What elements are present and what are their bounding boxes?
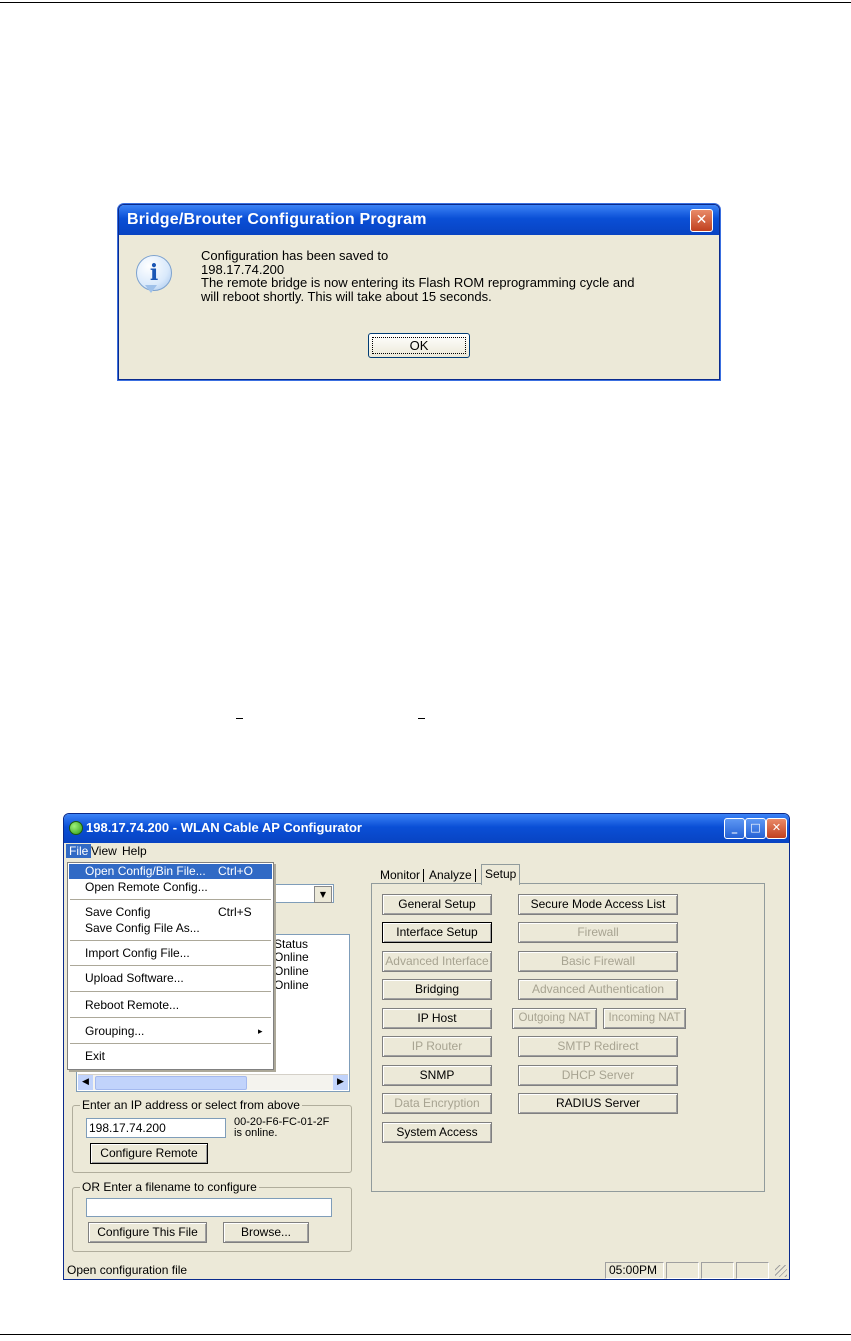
filename-input[interactable]	[86, 1198, 332, 1217]
incoming-nat-button[interactable]: Incoming NAT	[603, 1008, 686, 1029]
menu-item-reboot-remote[interactable]	[69, 998, 272, 1013]
menu-item-label: Save Config File As...	[85, 921, 200, 935]
advanced-authentication-button[interactable]: Advanced Authentication	[518, 979, 678, 1000]
menu-item-open-remote-config[interactable]	[69, 880, 272, 895]
status-time: 05:00PM	[609, 1263, 658, 1277]
scroll-left-icon[interactable]: ◀	[78, 1075, 93, 1090]
resize-grip-icon[interactable]	[775, 1265, 787, 1277]
ok-button-label: OK	[372, 337, 466, 354]
ip-address-input[interactable]: 198.17.74.200	[86, 1118, 226, 1138]
status-text: Open configuration file	[67, 1263, 188, 1277]
menu-file[interactable]: File	[66, 844, 91, 858]
radius-server-button[interactable]: RADIUS Server	[518, 1093, 678, 1114]
secure-mode-access-list-button[interactable]: Secure Mode Access List	[518, 894, 678, 915]
menu-item-save-config-as[interactable]	[69, 921, 272, 936]
firewall-button[interactable]: Firewall	[518, 922, 678, 943]
status-time-panel	[605, 1262, 664, 1279]
menu-item-grouping[interactable]	[69, 1024, 272, 1039]
configurator-window	[63, 813, 790, 1280]
scroll-thumb[interactable]	[95, 1076, 247, 1090]
status-bar	[64, 1260, 789, 1279]
list-item[interactable]: Online	[274, 950, 309, 964]
configure-remote-button[interactable]: Configure Remote	[90, 1143, 208, 1164]
ip-group-legend: Enter an IP address or select from above	[82, 1098, 300, 1112]
ok-button[interactable]	[368, 333, 470, 358]
underline-mark	[418, 718, 425, 719]
basic-firewall-button[interactable]: Basic Firewall	[518, 951, 678, 972]
tab-divider	[423, 869, 424, 882]
advanced-interface-button[interactable]: Advanced Interface	[382, 951, 492, 972]
minimize-button[interactable]: _	[724, 818, 745, 839]
dhcp-server-button[interactable]: DHCP Server	[518, 1065, 678, 1086]
menu-item-label: Import Config File...	[85, 946, 190, 960]
dialog-close-button[interactable]: ✕	[690, 209, 713, 232]
menu-separator	[70, 1043, 271, 1044]
status-column-header[interactable]: Status	[274, 937, 309, 951]
menu-item-label: Reboot Remote...	[85, 998, 180, 1012]
status-panel	[701, 1262, 734, 1279]
menu-item-exit[interactable]	[69, 1049, 272, 1064]
outgoing-nat-button[interactable]: Outgoing NAT	[512, 1008, 597, 1029]
top-page-rule	[0, 2, 851, 3]
menu-help[interactable]: Help	[122, 844, 147, 858]
message-line: will reboot shortly. This will take about 15 seconds.	[201, 288, 492, 304]
config-saved-dialog	[118, 204, 720, 380]
menu-item-label: Exit	[85, 1049, 106, 1063]
window-title: 198.17.74.200 - WLAN Cable AP Configurator	[86, 820, 362, 835]
message-line: Configuration has been saved to	[201, 248, 389, 263]
menu-separator	[70, 940, 271, 941]
menu-item-shortcut: Ctrl+S	[218, 905, 252, 919]
file-menu-dropdown	[67, 862, 274, 1070]
dialog-title-bar[interactable]	[119, 205, 719, 235]
scroll-right-icon[interactable]: ▶	[333, 1075, 348, 1090]
underline-mark	[236, 718, 243, 719]
menu-item-label: Open Remote Config...	[85, 880, 208, 894]
dialog-title: Bridge/Brouter Configuration Program	[127, 211, 427, 228]
menu-item-upload-software[interactable]	[69, 971, 272, 986]
menu-separator	[70, 965, 271, 966]
menu-separator	[70, 1017, 271, 1018]
online-status-text: is online.	[234, 1127, 278, 1139]
ip-host-button[interactable]: IP Host	[382, 1008, 492, 1029]
filename-group	[72, 1180, 352, 1252]
menu-item-label: Upload Software...	[85, 971, 184, 985]
menu-item-save-config[interactable]	[69, 905, 272, 920]
file-group-legend: OR Enter a filename to configure	[82, 1180, 257, 1194]
menu-separator	[70, 899, 271, 900]
close-button[interactable]: ✕	[766, 818, 787, 839]
snmp-button[interactable]: SNMP	[382, 1065, 492, 1086]
horizontal-scrollbar[interactable]	[78, 1074, 348, 1090]
list-item[interactable]: Online	[274, 964, 309, 978]
tab-analyze[interactable]: Analyze	[429, 868, 472, 882]
bottom-page-rule	[0, 1334, 851, 1335]
chevron-down-icon[interactable]: ▼	[314, 886, 332, 903]
maximize-button[interactable]: □	[745, 818, 766, 839]
menu-item-label: Open Config/Bin File...	[85, 864, 206, 878]
menu-view[interactable]: View	[91, 844, 117, 858]
browse-button[interactable]: Browse...	[223, 1222, 309, 1243]
menu-bar	[64, 843, 789, 860]
menu-item-shortcut: Ctrl+O	[218, 864, 254, 878]
data-encryption-button[interactable]: Data Encryption	[382, 1093, 492, 1114]
general-setup-button[interactable]: General Setup	[382, 894, 492, 915]
status-panel	[666, 1262, 699, 1279]
setup-tab-panel	[371, 883, 765, 1192]
menu-separator	[70, 991, 271, 992]
ip-router-button[interactable]: IP Router	[382, 1036, 492, 1057]
tab-monitor[interactable]: Monitor	[380, 868, 421, 882]
system-access-button[interactable]: System Access	[382, 1122, 492, 1143]
mac-address-text: 00-20-F6-FC-01-2F	[234, 1116, 330, 1128]
status-panel	[736, 1262, 769, 1279]
message-line: 198.17.74.200	[201, 261, 285, 277]
window-title-bar[interactable]	[64, 814, 789, 843]
tab-divider	[475, 869, 476, 882]
info-icon: i	[136, 255, 172, 291]
smtp-redirect-button[interactable]: SMTP Redirect	[518, 1036, 678, 1057]
menu-item-label: Save Config	[85, 905, 151, 919]
menu-item-open-config-bin[interactable]	[69, 864, 272, 879]
submenu-arrow-icon: ▸	[258, 1026, 263, 1036]
message-line: The remote bridge is now entering its Flash ROM reprogramming cycle and	[201, 275, 635, 290]
menu-item-import-config[interactable]	[69, 946, 272, 961]
dialog-message	[201, 249, 635, 303]
ip-address-group	[72, 1098, 352, 1173]
list-item[interactable]: Online	[274, 978, 309, 992]
info-icon-tail	[145, 285, 157, 293]
tab-setup[interactable]: Setup	[481, 864, 520, 885]
configure-this-file-button[interactable]: Configure This File	[88, 1222, 207, 1243]
app-globe-icon	[69, 821, 83, 835]
bridging-button[interactable]: Bridging	[382, 979, 492, 1000]
interface-setup-button[interactable]: Interface Setup	[382, 922, 492, 943]
menu-item-label: Grouping...	[85, 1024, 145, 1038]
